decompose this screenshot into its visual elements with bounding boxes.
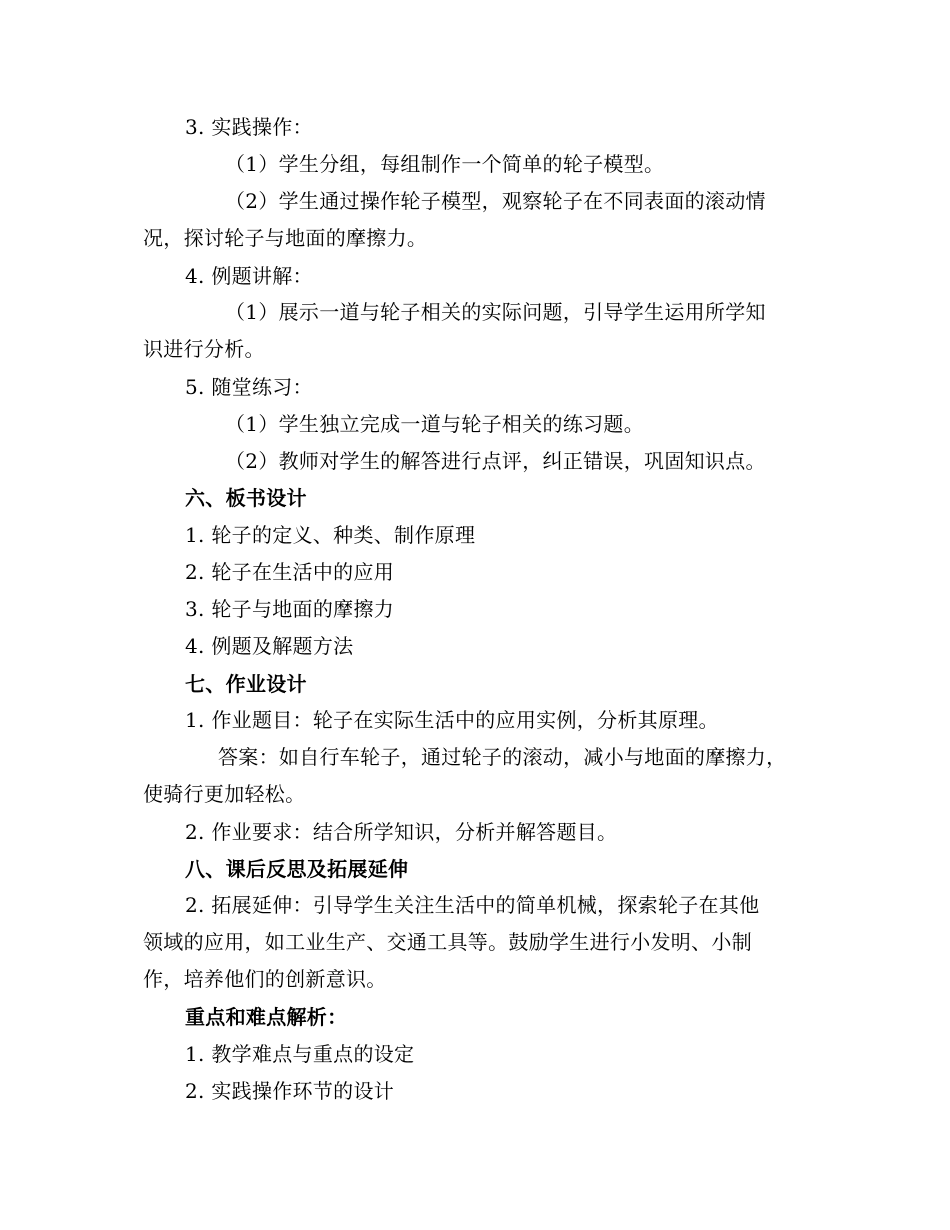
homework-answer: 答案：如自行车轮子，通过轮子的滚动，减小与地面的摩擦力， — [218, 745, 787, 769]
exercise-item-2: （2）教师对学生的解答进行点评，纠正错误，巩固知识点。 — [225, 449, 766, 473]
extension-item-2-cont-2: 作，培养他们的创新意识。 — [143, 967, 387, 991]
extension-item-2: 2. 拓展延伸：引导学生关注生活中的简单机械，探索轮子在其他 — [185, 893, 760, 917]
practice-heading: 3. 实践操作： — [185, 115, 313, 139]
key-points-title: 重点和难点解析： — [185, 1005, 348, 1029]
board-item-4: 4. 例题及解题方法 — [185, 634, 354, 658]
board-item-3: 3. 轮子与地面的摩擦力 — [185, 597, 395, 621]
extension-item-2-cont-1: 领域的应用，如工业生产、交通工具等。鼓励学生进行小发明、小制 — [143, 930, 752, 954]
practice-item-2: （2）学生通过操作轮子模型，观察轮子在不同表面的滚动情 — [225, 189, 766, 213]
example-item-1-cont: 识进行分析。 — [143, 337, 265, 361]
example-heading: 4. 例题讲解： — [185, 264, 313, 288]
homework-item-1: 1. 作业题目：轮子在实际生活中的应用实例，分析其原理。 — [185, 708, 719, 732]
exercise-item-1: （1）学生独立完成一道与轮子相关的练习题。 — [225, 412, 645, 436]
key-point-item-2: 2. 实践操作环节的设计 — [185, 1079, 395, 1103]
practice-item-2-cont: 况，探讨轮子与地面的摩擦力。 — [143, 226, 428, 250]
board-item-2: 2. 轮子在生活中的应用 — [185, 560, 395, 584]
exercise-heading: 5. 随堂练习： — [185, 375, 313, 399]
section-8-title: 八、课后反思及拓展延伸 — [185, 857, 409, 881]
board-item-1: 1. 轮子的定义、种类、制作原理 — [185, 523, 476, 547]
key-point-item-1: 1. 教学难点与重点的设定 — [185, 1042, 415, 1066]
section-6-title: 六、板书设计 — [185, 486, 307, 510]
homework-answer-cont: 使骑行更加轻松。 — [143, 782, 306, 806]
homework-item-2: 2. 作业要求：结合所学知识，分析并解答题目。 — [185, 820, 618, 844]
example-item-1: （1）展示一道与轮子相关的实际问题，引导学生运用所学知 — [225, 300, 766, 324]
practice-item-1: （1）学生分组，每组制作一个简单的轮子模型。 — [225, 152, 665, 176]
section-7-title: 七、作业设计 — [185, 672, 307, 696]
